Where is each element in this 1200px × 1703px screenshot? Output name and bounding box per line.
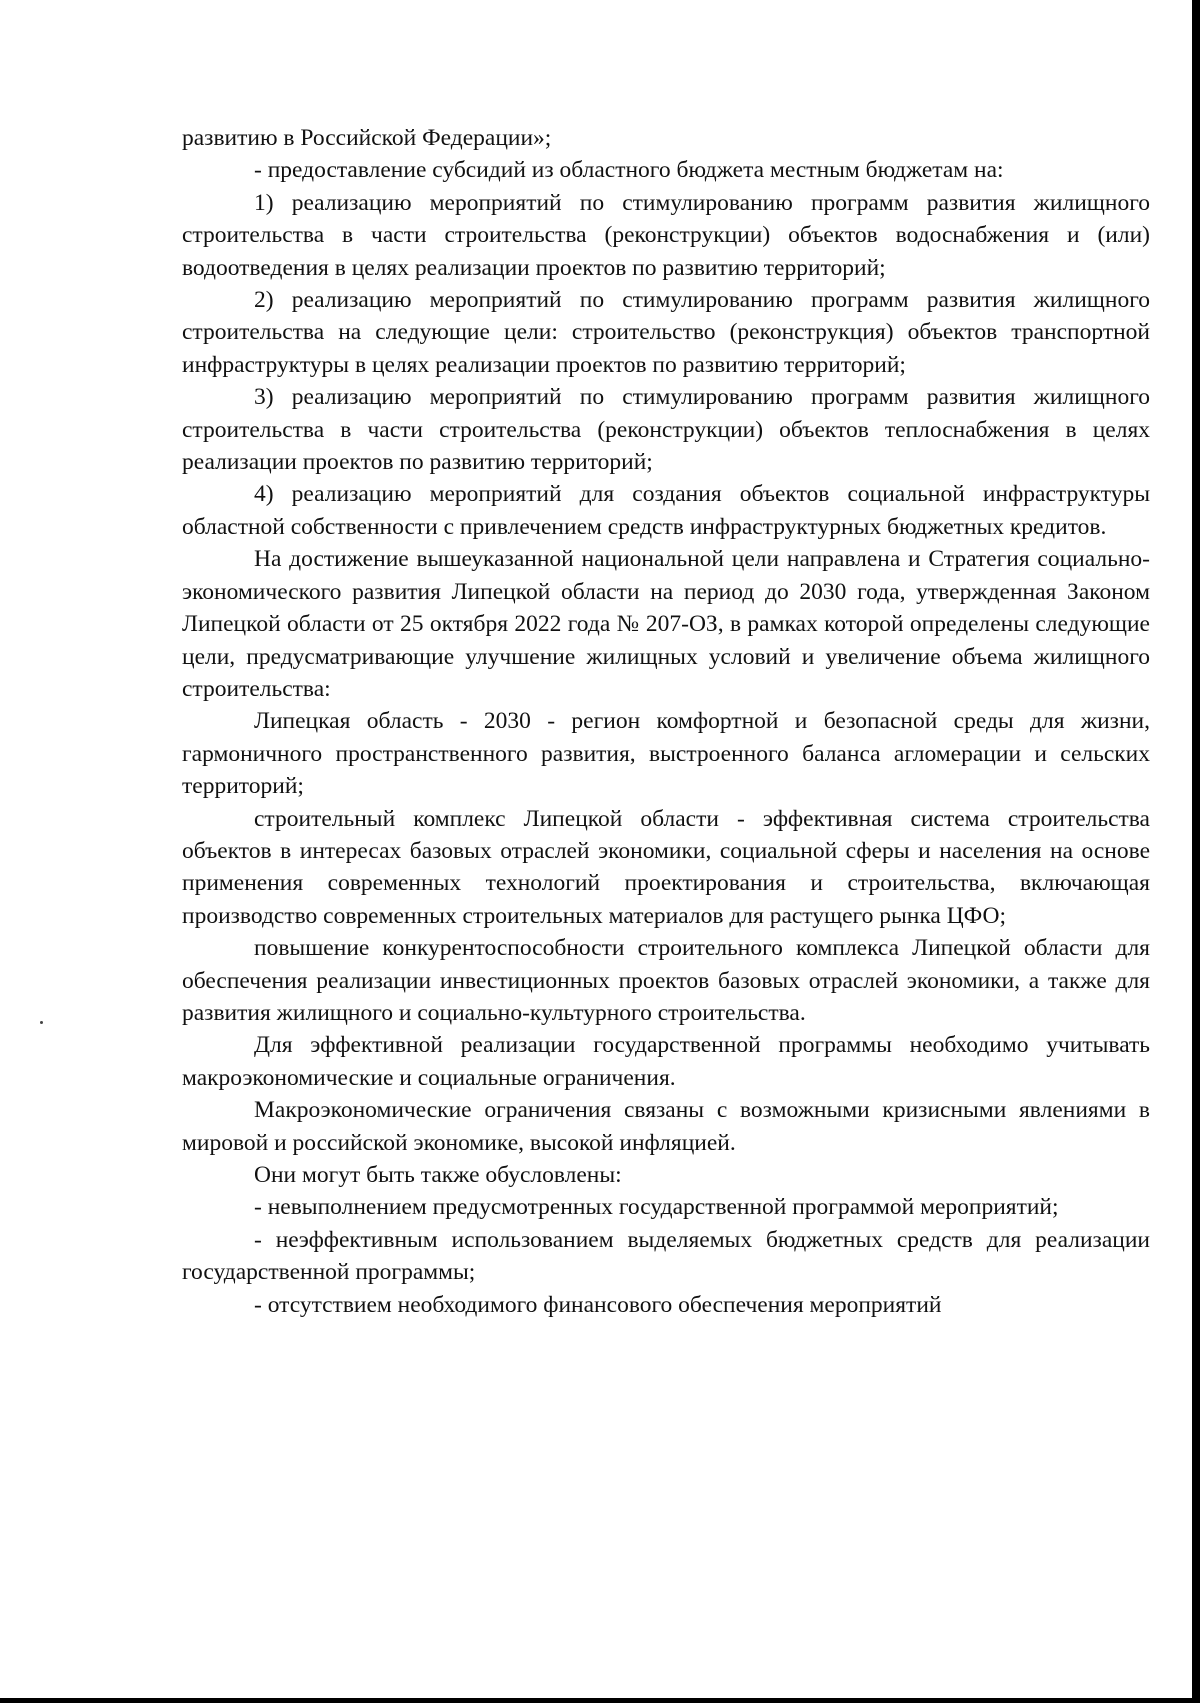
paragraph-goal-competitiveness: повышение конкурентоспособности строительного комплекса Липецкой области для обеспечения реализации инвестиционных проектов базовых отраслей экономики, а также для развития жилищного и социально-культурного строительства. — [182, 935, 1150, 1026]
scan-border-right — [1192, 0, 1200, 1703]
paragraph-goal-construction-complex: строительный комплекс Липецкой области - эффективная система строительства объектов в интересах базовых отраслей экономики, социальной сферы и населения на основе применения современных технологий проектирования и строительства, включающая производство современных строительных материалов для растущего рынка ЦФО; — [182, 805, 1150, 929]
list-item-inefficient-use: - неэффективным использованием выделяемых бюджетных средств для реализации государственной программы; — [182, 1226, 1150, 1286]
list-item-social-infrastructure: 4) реализацию мероприятий для создания объектов социальной инфраструктуры областной собственности с привлечением средств инфраструктурных бюджетных кредитов. — [182, 481, 1150, 540]
list-item-water-supply: 1) реализацию мероприятий по стимулированию программ развития жилищного строительства в части строительства (реконструкции) объектов водоснабжения и (или) водоотведения в целях реализации проектов по развитию территорий; — [182, 189, 1150, 281]
list-item-heat-supply: 3) реализацию мероприятий по стимулированию программ развития жилищного строительства в части строительства (реконструкции) объектов теплоснабжения в целях реализации проектов по развитию территорий; — [182, 384, 1150, 476]
list-item-transport: 2) реализацию мероприятий по стимулированию программ развития жилищного строительства на следующие цели: строительство (реконструкция) объектов транспортной инфраструктуры в целях реализации проектов по развитию территорий; — [182, 287, 1150, 378]
list-item-non-fulfilment: - невыполнением предусмотренных государственной программой мероприятий; — [254, 1194, 1059, 1221]
document-body — [182, 122, 1150, 1321]
scan-speck — [40, 1021, 43, 1024]
paragraph-subsidies: - предоставление субсидий из областного бюджета местным бюджетам на: — [254, 157, 1004, 184]
paragraph-federation-continuation: развитию в Российской Федерации»; — [182, 125, 552, 151]
paragraph-causes-intro: Они могут быть также обусловлены: — [254, 1162, 622, 1188]
paragraph-strategy: На достижение вышеуказанной национальной цели направлена и Стратегия социально-экономического развития Липецкой области на период до 2030 года, утвержденная Законом Липецкой области от 25 октября 2022 года № 207-ОЗ, в рамках которой определены следующие цели, предусматривающие улучшение жилищных условий и увеличение объема жилищного строительства: — [182, 546, 1150, 702]
list-item-lack-of-funding: - отсутствием необходимого финансового обеспечения мероприятий — [254, 1291, 942, 1318]
paragraph-goal-region: Липецкая область - 2030 - регион комфортной и безопасной среды для жизни, гармоничного пространственного развития, выстроенного баланса агломерации и сельских территорий; — [182, 708, 1150, 800]
paragraph-macroeconomic: Макроэкономические ограничения связаны с возможными кризисными явлениями в мировой и российской экономике, высокой инфляцией. — [182, 1097, 1150, 1156]
scan-border-bottom — [0, 1698, 1200, 1703]
paragraph-constraints: Для эффективной реализации государственной программы необходимо учитывать макроэкономические и социальные ограничения. — [182, 1032, 1150, 1091]
